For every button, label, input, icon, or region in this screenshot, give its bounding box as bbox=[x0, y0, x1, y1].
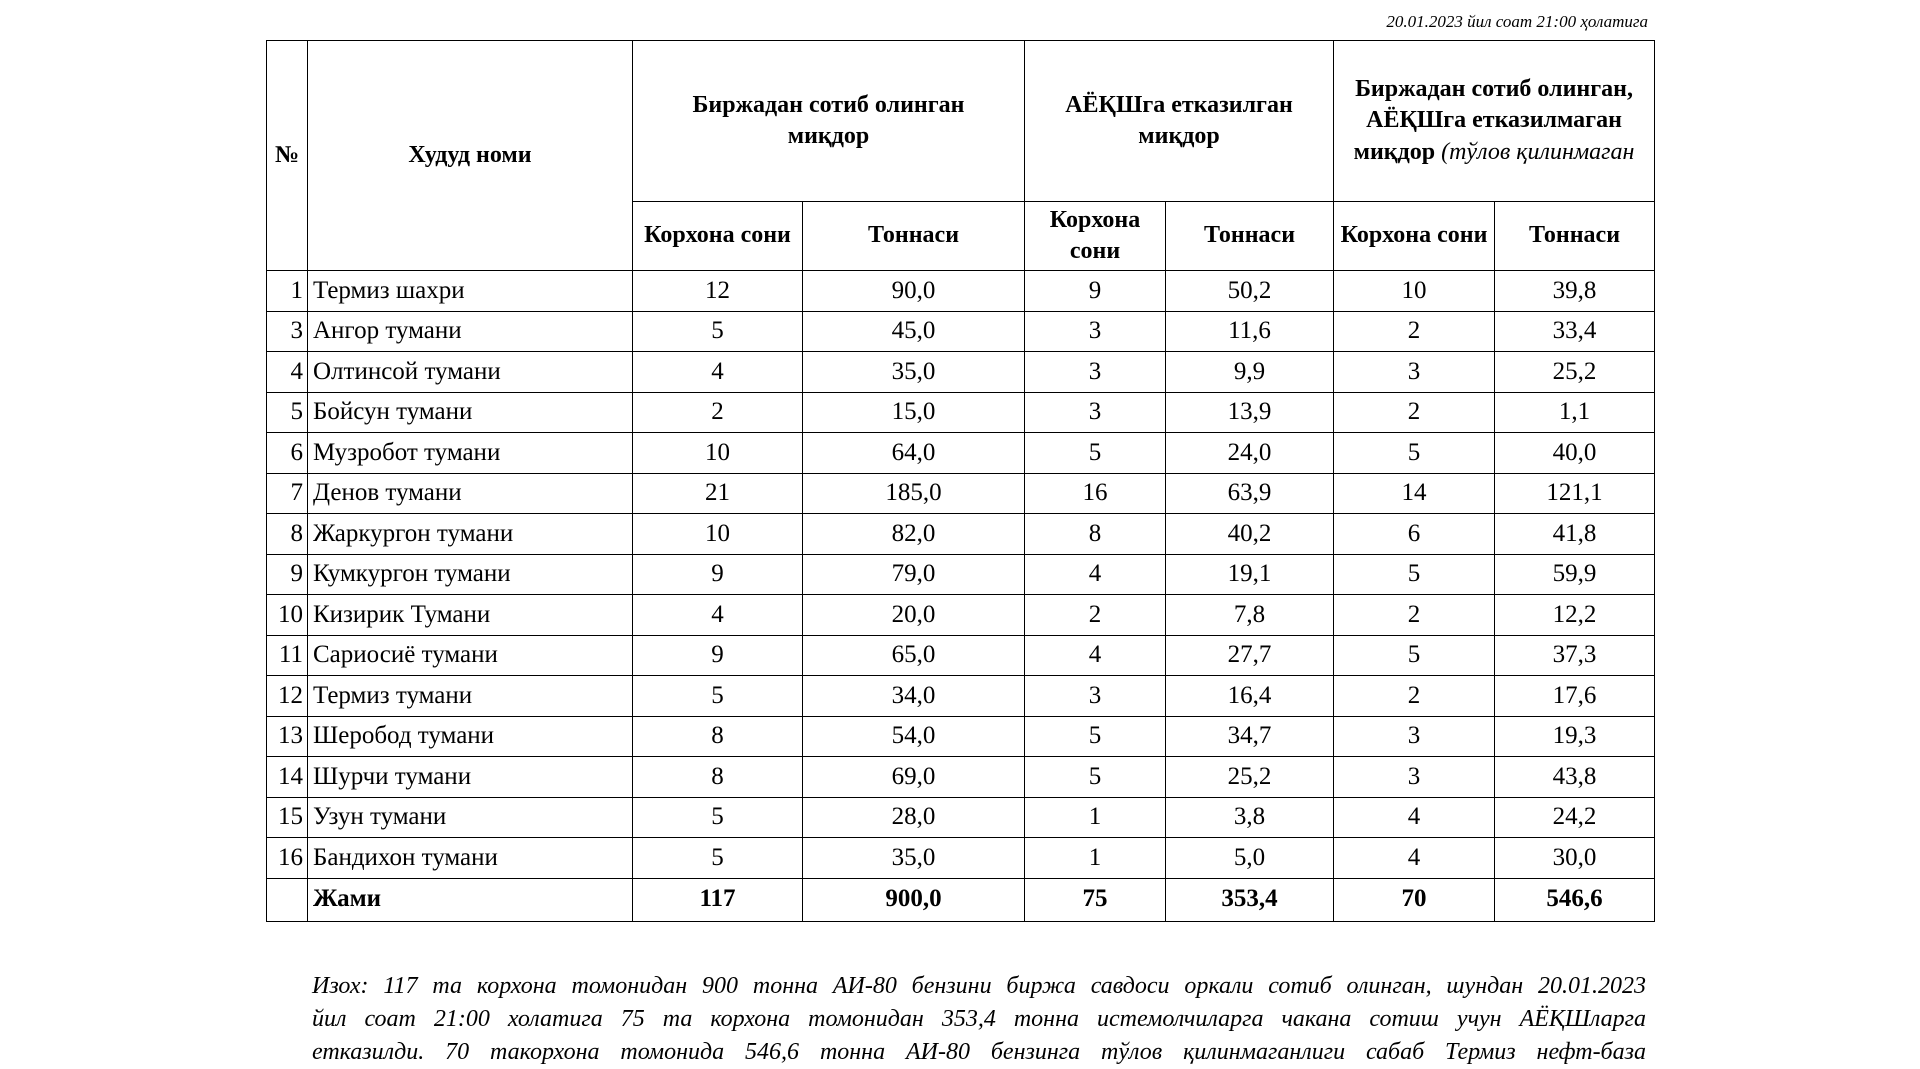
region-name: Бойсун тумани bbox=[308, 392, 633, 433]
region-name: Кумкургон тумани bbox=[308, 554, 633, 595]
note-line-3: етказилди. 70 такорхона томонида 546,6 тонна АИ-80 бензинга тўлов қилинмаганлиги сабаб Термиз нефт-база bbox=[312, 1039, 1646, 1065]
purchased-tons: 64,0 bbox=[803, 433, 1025, 474]
header-region-name: Худуд номи bbox=[308, 41, 633, 271]
row-number: 5 bbox=[267, 392, 308, 433]
delivered-tons: 24,0 bbox=[1166, 433, 1334, 474]
row-number: 1 bbox=[267, 271, 308, 312]
header-not-delivered-main: Биржадан сотиб олинган, АЁҚШга етказилмаган bbox=[1355, 76, 1633, 134]
delivered-tons: 13,9 bbox=[1166, 392, 1334, 433]
row-number: 6 bbox=[267, 433, 308, 474]
delivered-count: 3 bbox=[1025, 311, 1166, 352]
row-number: 14 bbox=[267, 757, 308, 798]
date-note: 20.01.2023 йил соат 21:00 ҳолатига bbox=[1386, 12, 1648, 31]
undelivered-tons: 25,2 bbox=[1495, 352, 1655, 393]
table-row bbox=[267, 595, 1655, 636]
undelivered-tons: 41,8 bbox=[1495, 514, 1655, 555]
delivered-tons: 27,7 bbox=[1166, 635, 1334, 676]
purchased-count: 4 bbox=[633, 352, 803, 393]
row-number: 3 bbox=[267, 311, 308, 352]
total-undelivered-count: 70 bbox=[1334, 878, 1495, 921]
total-delivered-tons: 353,4 bbox=[1166, 878, 1334, 921]
delivered-tons: 40,2 bbox=[1166, 514, 1334, 555]
region-name: Термиз тумани bbox=[308, 676, 633, 717]
delivered-tons: 25,2 bbox=[1166, 757, 1334, 798]
purchased-count: 8 bbox=[633, 716, 803, 757]
purchased-tons: 54,0 bbox=[803, 716, 1025, 757]
purchased-count: 10 bbox=[633, 433, 803, 474]
undelivered-tons: 37,3 bbox=[1495, 635, 1655, 676]
table-row bbox=[267, 676, 1655, 717]
delivered-count: 4 bbox=[1025, 635, 1166, 676]
row-number: 12 bbox=[267, 676, 308, 717]
table-row bbox=[267, 757, 1655, 798]
delivered-tons: 7,8 bbox=[1166, 595, 1334, 636]
purchased-tons: 45,0 bbox=[803, 311, 1025, 352]
total-number-cell bbox=[267, 878, 308, 921]
total-label: Жами bbox=[308, 878, 633, 921]
region-name: Олтинсой тумани bbox=[308, 352, 633, 393]
explanatory-note bbox=[312, 970, 1646, 1069]
table-row bbox=[267, 716, 1655, 757]
region-name: Бандихон тумани bbox=[308, 838, 633, 879]
row-number: 11 bbox=[267, 635, 308, 676]
undelivered-tons: 40,0 bbox=[1495, 433, 1655, 474]
undelivered-count: 3 bbox=[1334, 757, 1495, 798]
delivered-count: 1 bbox=[1025, 797, 1166, 838]
undelivered-count: 14 bbox=[1334, 473, 1495, 514]
purchased-count: 12 bbox=[633, 271, 803, 312]
region-name: Шурчи тумани bbox=[308, 757, 633, 798]
table-row bbox=[267, 352, 1655, 393]
row-number: 9 bbox=[267, 554, 308, 595]
delivered-tons: 5,0 bbox=[1166, 838, 1334, 879]
region-name: Узун тумани bbox=[308, 797, 633, 838]
table-row bbox=[267, 271, 1655, 312]
undelivered-count: 10 bbox=[1334, 271, 1495, 312]
total-purchased-count: 117 bbox=[633, 878, 803, 921]
undelivered-count: 5 bbox=[1334, 433, 1495, 474]
row-number: 10 bbox=[267, 595, 308, 636]
delivered-count: 2 bbox=[1025, 595, 1166, 636]
region-name: Сариосиё тумани bbox=[308, 635, 633, 676]
table-row bbox=[267, 514, 1655, 555]
row-number: 16 bbox=[267, 838, 308, 879]
table-row bbox=[267, 473, 1655, 514]
purchased-tons: 20,0 bbox=[803, 595, 1025, 636]
delivered-count: 3 bbox=[1025, 352, 1166, 393]
purchased-tons: 34,0 bbox=[803, 676, 1025, 717]
undelivered-count: 2 bbox=[1334, 311, 1495, 352]
undelivered-count: 4 bbox=[1334, 838, 1495, 879]
purchased-count: 5 bbox=[633, 797, 803, 838]
delivered-count: 3 bbox=[1025, 676, 1166, 717]
delivered-count: 4 bbox=[1025, 554, 1166, 595]
header-tons-3: Тоннаси bbox=[1495, 202, 1655, 271]
purchased-tons: 90,0 bbox=[803, 271, 1025, 312]
header-not-delivered bbox=[1334, 41, 1655, 202]
region-name: Денов тумани bbox=[308, 473, 633, 514]
delivered-tons: 16,4 bbox=[1166, 676, 1334, 717]
row-number: 4 bbox=[267, 352, 308, 393]
purchased-count: 5 bbox=[633, 838, 803, 879]
delivered-tons: 19,1 bbox=[1166, 554, 1334, 595]
undelivered-tons: 121,1 bbox=[1495, 473, 1655, 514]
purchased-tons: 35,0 bbox=[803, 352, 1025, 393]
header-count-1: Корхона сони bbox=[633, 202, 803, 271]
table-row bbox=[267, 311, 1655, 352]
delivered-tons: 50,2 bbox=[1166, 271, 1334, 312]
header-tons-1: Тоннаси bbox=[803, 202, 1025, 271]
purchased-count: 4 bbox=[633, 595, 803, 636]
purchased-tons: 79,0 bbox=[803, 554, 1025, 595]
undelivered-count: 5 bbox=[1334, 554, 1495, 595]
header-tons-2: Тоннаси bbox=[1166, 202, 1334, 271]
delivered-count: 16 bbox=[1025, 473, 1166, 514]
fuel-report-table bbox=[266, 40, 1655, 922]
undelivered-tons: 59,9 bbox=[1495, 554, 1655, 595]
total-purchased-tons: 900,0 bbox=[803, 878, 1025, 921]
purchased-count: 2 bbox=[633, 392, 803, 433]
delivered-count: 5 bbox=[1025, 716, 1166, 757]
table-row bbox=[267, 635, 1655, 676]
delivered-tons: 63,9 bbox=[1166, 473, 1334, 514]
header-number: № bbox=[267, 41, 308, 271]
header-not-delivered-note: (тўлов қилинмаган bbox=[1441, 138, 1635, 165]
purchased-count: 9 bbox=[633, 554, 803, 595]
table-row bbox=[267, 838, 1655, 879]
undelivered-count: 2 bbox=[1334, 595, 1495, 636]
header-not-delivered-tail: миқдор bbox=[1353, 138, 1436, 165]
region-name: Жаркургон тумани bbox=[308, 514, 633, 555]
header-purchased-from-exchange: Биржадан сотиб олинган миқдор bbox=[633, 41, 1025, 202]
undelivered-tons: 24,2 bbox=[1495, 797, 1655, 838]
row-number: 13 bbox=[267, 716, 308, 757]
region-name: Кизирик Тумани bbox=[308, 595, 633, 636]
purchased-tons: 82,0 bbox=[803, 514, 1025, 555]
delivered-count: 9 bbox=[1025, 271, 1166, 312]
total-row bbox=[267, 878, 1655, 921]
purchased-tons: 15,0 bbox=[803, 392, 1025, 433]
delivered-tons: 34,7 bbox=[1166, 716, 1334, 757]
purchased-tons: 185,0 bbox=[803, 473, 1025, 514]
purchased-tons: 65,0 bbox=[803, 635, 1025, 676]
undelivered-count: 5 bbox=[1334, 635, 1495, 676]
row-number: 15 bbox=[267, 797, 308, 838]
purchased-tons: 35,0 bbox=[803, 838, 1025, 879]
table-row bbox=[267, 554, 1655, 595]
row-number: 8 bbox=[267, 514, 308, 555]
delivered-count: 3 bbox=[1025, 392, 1166, 433]
delivered-tons: 11,6 bbox=[1166, 311, 1334, 352]
delivered-count: 5 bbox=[1025, 757, 1166, 798]
undelivered-tons: 39,8 bbox=[1495, 271, 1655, 312]
delivered-count: 8 bbox=[1025, 514, 1166, 555]
undelivered-tons: 19,3 bbox=[1495, 716, 1655, 757]
header-delivered-to-stations: АЁҚШга етказилган миқдор bbox=[1025, 41, 1334, 202]
undelivered-tons: 30,0 bbox=[1495, 838, 1655, 879]
undelivered-count: 2 bbox=[1334, 676, 1495, 717]
undelivered-tons: 12,2 bbox=[1495, 595, 1655, 636]
table-row bbox=[267, 797, 1655, 838]
undelivered-count: 2 bbox=[1334, 392, 1495, 433]
table-row bbox=[267, 392, 1655, 433]
purchased-count: 5 bbox=[633, 676, 803, 717]
header-count-2: Корхона сони bbox=[1025, 202, 1166, 271]
note-line-1: Изох: 117 та корхона томонидан 900 тонна АИ-80 бензини биржа савдоси оркали сотиб олинган, шундан 20.01.2023 bbox=[312, 973, 1646, 999]
region-name: Шеробод тумани bbox=[308, 716, 633, 757]
undelivered-tons: 33,4 bbox=[1495, 311, 1655, 352]
purchased-count: 8 bbox=[633, 757, 803, 798]
purchased-count: 9 bbox=[633, 635, 803, 676]
undelivered-count: 6 bbox=[1334, 514, 1495, 555]
region-name: Музробот тумани bbox=[308, 433, 633, 474]
undelivered-count: 4 bbox=[1334, 797, 1495, 838]
table-body bbox=[267, 271, 1655, 922]
undelivered-count: 3 bbox=[1334, 352, 1495, 393]
region-name: Термиз шахри bbox=[308, 271, 633, 312]
header-count-3: Корхона сони bbox=[1334, 202, 1495, 271]
purchased-count: 21 bbox=[633, 473, 803, 514]
undelivered-tons: 43,8 bbox=[1495, 757, 1655, 798]
purchased-count: 10 bbox=[633, 514, 803, 555]
delivered-tons: 3,8 bbox=[1166, 797, 1334, 838]
delivered-tons: 9,9 bbox=[1166, 352, 1334, 393]
undelivered-tons: 17,6 bbox=[1495, 676, 1655, 717]
total-undelivered-tons: 546,6 bbox=[1495, 878, 1655, 921]
undelivered-tons: 1,1 bbox=[1495, 392, 1655, 433]
delivered-count: 1 bbox=[1025, 838, 1166, 879]
note-line-2: йил соат 21:00 холатига 75 та корхона томонидан 353,4 тонна истемолчиларга чакана сотиш учун АЁҚШларга bbox=[312, 1006, 1646, 1032]
delivered-count: 5 bbox=[1025, 433, 1166, 474]
region-name: Ангор тумани bbox=[308, 311, 633, 352]
table-row bbox=[267, 433, 1655, 474]
total-delivered-count: 75 bbox=[1025, 878, 1166, 921]
purchased-tons: 69,0 bbox=[803, 757, 1025, 798]
purchased-tons: 28,0 bbox=[803, 797, 1025, 838]
purchased-count: 5 bbox=[633, 311, 803, 352]
row-number: 7 bbox=[267, 473, 308, 514]
undelivered-count: 3 bbox=[1334, 716, 1495, 757]
